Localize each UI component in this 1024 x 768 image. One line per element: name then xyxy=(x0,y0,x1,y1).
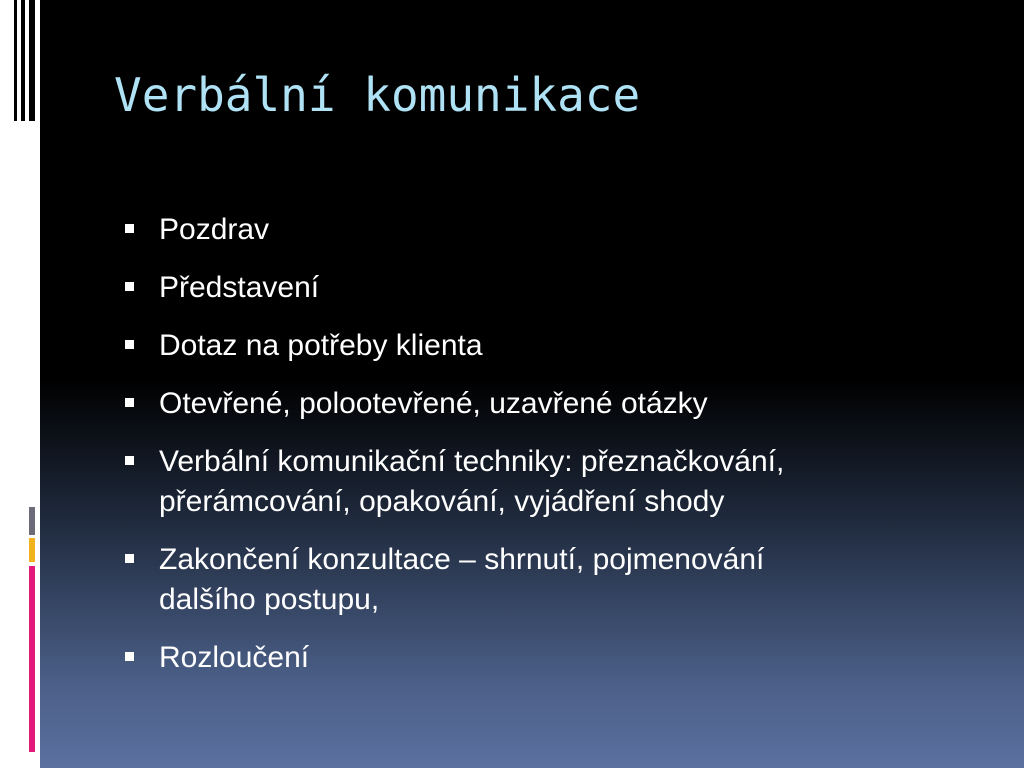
bullet-text: přerámcování, opakování, vyjádření shody xyxy=(159,485,725,518)
slide-title: Verbální komunikace xyxy=(114,68,641,122)
decor-bar xyxy=(29,0,35,121)
bullet-item xyxy=(122,638,982,678)
bullet-text: Verbální komunikační techniky: přeznačkování, xyxy=(159,445,785,478)
bullet-square-icon xyxy=(125,224,134,233)
bullet-text: dalšího postupu, xyxy=(159,583,380,616)
decor-accent-gold xyxy=(29,538,35,562)
bullet-item xyxy=(122,268,982,308)
bullet-text: Pozdrav xyxy=(159,213,270,246)
bullet-square-icon xyxy=(125,554,134,563)
decor-bar xyxy=(14,0,17,121)
bullet-list xyxy=(122,210,982,696)
bullet-text: Zakončení konzultace – shrnutí, pojmenování xyxy=(159,543,765,576)
bullet-square-icon xyxy=(125,652,134,661)
left-decor-strip xyxy=(0,0,40,768)
bullet-text: Dotaz na potřeby klienta xyxy=(159,329,483,362)
bullet-item xyxy=(122,326,982,366)
decor-accent-pink xyxy=(29,566,35,752)
bullet-square-icon xyxy=(125,340,134,349)
bullet-item xyxy=(122,210,982,250)
bullet-text: Otevřené, polootevřené, uzavřené otázky xyxy=(159,387,708,420)
decor-bars xyxy=(12,0,40,768)
bullet-item xyxy=(122,384,982,424)
bullet-text: Představení xyxy=(159,271,320,304)
bullet-item xyxy=(122,540,982,620)
decor-accent-gray xyxy=(29,507,35,535)
bullet-square-icon xyxy=(125,398,134,407)
decor-bar xyxy=(21,0,25,121)
bullet-item xyxy=(122,442,982,522)
bullet-text: Rozloučení xyxy=(159,641,310,674)
bullet-square-icon xyxy=(125,282,134,291)
bullet-square-icon xyxy=(125,456,134,465)
